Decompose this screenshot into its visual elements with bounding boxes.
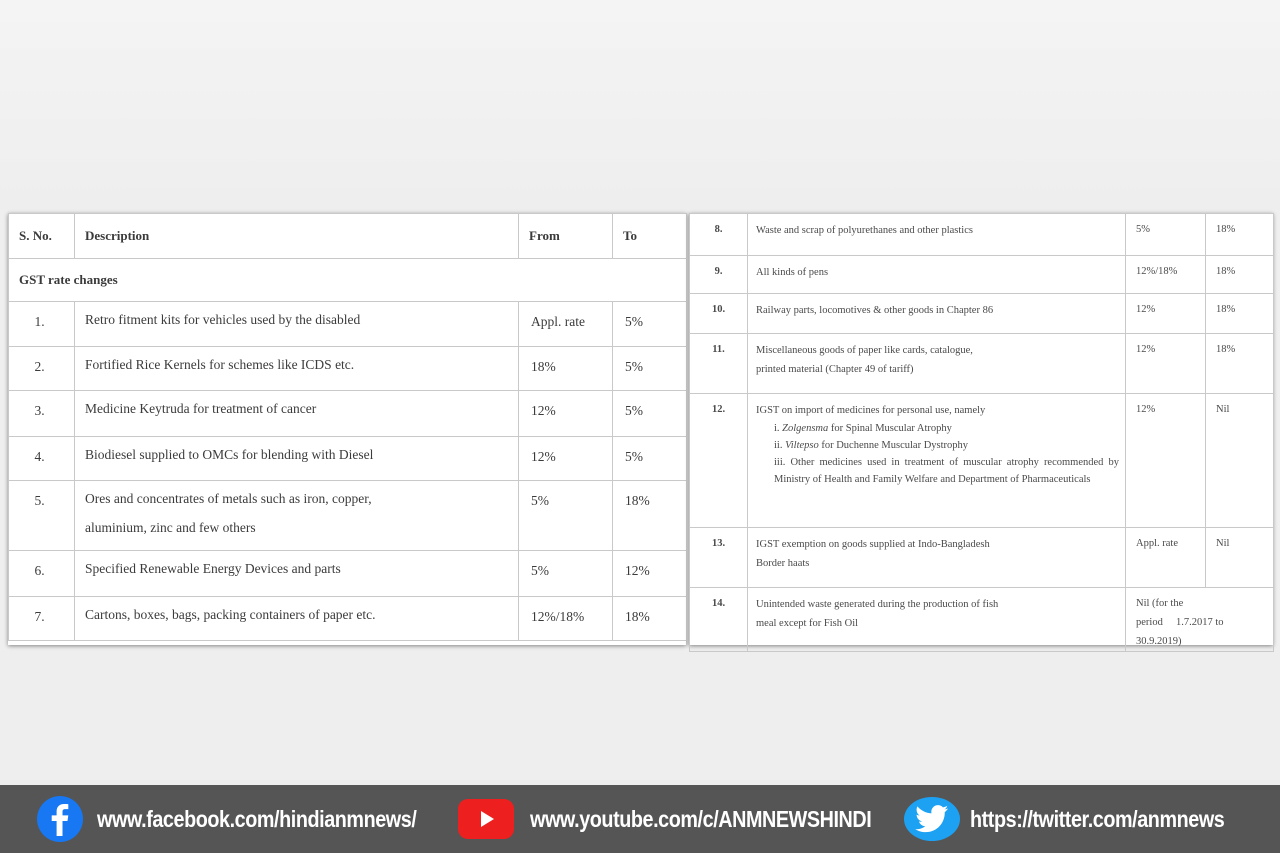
- row-description: Cartons, boxes, bags, packing containers of paper etc.: [75, 597, 519, 641]
- gst-table-right: [689, 213, 1273, 645]
- header-from: From: [519, 214, 613, 259]
- row-description: Medicine Keytruda for treatment of cancer: [75, 391, 519, 437]
- row-description-line-1: Unintended waste generated during the production of fish: [756, 599, 999, 610]
- row-from: Appl. rate: [519, 302, 613, 347]
- row-to: Nil: [1206, 394, 1274, 528]
- table-header-row: [9, 214, 687, 259]
- row-to: 5%: [613, 302, 687, 347]
- table-row: [9, 302, 687, 347]
- row-from-line-1: Nil (for the: [1136, 598, 1184, 609]
- row-from-line-3: 30.9.2019): [1136, 636, 1182, 647]
- twitter-icon: [904, 797, 960, 841]
- row-from: 12%: [1126, 294, 1206, 334]
- row-description: [748, 588, 1126, 652]
- row-description: [748, 334, 1126, 394]
- row-sno: 8.: [690, 214, 748, 256]
- row-sno: 14.: [690, 588, 748, 652]
- header-description: Description: [75, 214, 519, 259]
- row-to: Nil: [1206, 528, 1274, 588]
- row-to: 5%: [613, 347, 687, 391]
- row-to: 18%: [1206, 294, 1274, 334]
- row-from: 12%: [1126, 394, 1206, 528]
- list-item-number: iii.: [774, 457, 786, 468]
- table-row: [690, 214, 1274, 256]
- row-sno: 4.: [9, 437, 75, 481]
- header-sno: S. No.: [9, 214, 75, 259]
- facebook-link[interactable]: [37, 785, 468, 853]
- row-from: 12%/18%: [1126, 256, 1206, 294]
- list-item: [756, 420, 1119, 437]
- row-to: 18%: [1206, 214, 1274, 256]
- row-description-line-2: Border haats: [756, 558, 810, 569]
- row-to: 18%: [1206, 256, 1274, 294]
- row-sno: 12.: [690, 394, 748, 528]
- row-description: [75, 481, 519, 551]
- row-description-line-1: Ores and concentrates of metals such as iron, copper,: [85, 491, 372, 506]
- table-row: [690, 588, 1274, 652]
- row-description-line-2: printed material (Chapter 49 of tariff): [756, 364, 914, 375]
- table-row: [9, 437, 687, 481]
- row-sno: 3.: [9, 391, 75, 437]
- row-sno: 11.: [690, 334, 748, 394]
- row-from: 5%: [519, 481, 613, 551]
- medicine-list: [756, 420, 1119, 488]
- list-item-text: for Spinal Muscular Atrophy: [828, 423, 952, 434]
- table-row: [9, 347, 687, 391]
- row-from-line-2: period 1.7.2017 to: [1136, 617, 1224, 628]
- gst-table-left-grid: [8, 213, 687, 641]
- section-title: GST rate changes: [9, 259, 687, 302]
- social-footer-bar: [0, 785, 1280, 853]
- row-sno: 7.: [9, 597, 75, 641]
- row-sno: 9.: [690, 256, 748, 294]
- table-row: [690, 528, 1274, 588]
- medicine-name: Viltepso: [785, 440, 819, 451]
- section-row: [9, 259, 687, 302]
- table-row: [9, 391, 687, 437]
- row-description: Specified Renewable Energy Devices and parts: [75, 551, 519, 597]
- facebook-icon: [37, 796, 83, 842]
- twitter-url[interactable]: https://twitter.com/anmnews: [970, 805, 1225, 832]
- header-to: To: [613, 214, 687, 259]
- youtube-url[interactable]: www.youtube.com/c/ANMNEWSHINDI: [530, 805, 872, 832]
- row-from: 12%: [1126, 334, 1206, 394]
- row-from: 18%: [519, 347, 613, 391]
- row-description: Fortified Rice Kernels for schemes like ICDS etc.: [75, 347, 519, 391]
- row-description-line-1: IGST exemption on goods supplied at Indo-Bangladesh: [756, 539, 990, 550]
- row-from: [1126, 588, 1274, 652]
- row-description-line-2: aluminium, zinc and few others: [85, 520, 256, 535]
- row-description: Retro fitment kits for vehicles used by the disabled: [75, 302, 519, 347]
- table-row: [690, 256, 1274, 294]
- row-to: 18%: [613, 481, 687, 551]
- gst-table-right-grid: [689, 213, 1274, 652]
- row-from: 12%: [519, 437, 613, 481]
- twitter-link[interactable]: [904, 785, 1266, 853]
- table-row: [9, 597, 687, 641]
- youtube-icon: [458, 799, 514, 839]
- row-description: [748, 394, 1126, 528]
- row-description-line-1: Miscellaneous goods of paper like cards, catalogue,: [756, 345, 973, 356]
- row-to: 12%: [613, 551, 687, 597]
- facebook-url[interactable]: www.facebook.com/hindianmnews/: [97, 805, 417, 832]
- list-item-number: ii.: [774, 440, 783, 451]
- list-item-text: for Duchenne Muscular Dystrophy: [818, 440, 969, 451]
- list-item: [756, 437, 1119, 454]
- row-description: [748, 528, 1126, 588]
- row-sno: 2.: [9, 347, 75, 391]
- list-item-text: Other medicines used in treatment of muscular atrophy recommended by Ministry of Health and Family Welfare and Department of Pharmaceuticals: [774, 457, 1119, 485]
- row-description: Biodiesel supplied to OMCs for blending with Diesel: [75, 437, 519, 481]
- background-bottom: [0, 650, 1280, 785]
- gst-table-left: [8, 213, 686, 645]
- row-description: Waste and scrap of polyurethanes and other plastics: [748, 214, 1126, 256]
- table-row: [690, 394, 1274, 528]
- row-description-main: IGST on import of medicines for personal use, namely: [756, 405, 986, 416]
- table-row: [9, 481, 687, 551]
- row-from: 5%: [519, 551, 613, 597]
- list-item: [756, 454, 1119, 488]
- table-row: [690, 334, 1274, 394]
- row-description: All kinds of pens: [748, 256, 1126, 294]
- table-row: [690, 294, 1274, 334]
- row-to: 18%: [1206, 334, 1274, 394]
- row-description-line-2: meal except for Fish Oil: [756, 618, 859, 629]
- row-sno: 1.: [9, 302, 75, 347]
- row-sno: 13.: [690, 528, 748, 588]
- row-to: 18%: [613, 597, 687, 641]
- list-item-number: i.: [774, 423, 780, 434]
- row-from: 12%/18%: [519, 597, 613, 641]
- row-sno: 6.: [9, 551, 75, 597]
- row-from: 5%: [1126, 214, 1206, 256]
- row-sno: 10.: [690, 294, 748, 334]
- row-from: Appl. rate: [1126, 528, 1206, 588]
- row-sno: 5.: [9, 481, 75, 551]
- row-to: 5%: [613, 391, 687, 437]
- table-row: [9, 551, 687, 597]
- row-from: 12%: [519, 391, 613, 437]
- medicine-name: Zolgensma: [782, 423, 829, 434]
- youtube-link[interactable]: [458, 785, 927, 853]
- background-top: [0, 0, 1280, 210]
- row-description: Railway parts, locomotives & other goods in Chapter 86: [748, 294, 1126, 334]
- row-to: 5%: [613, 437, 687, 481]
